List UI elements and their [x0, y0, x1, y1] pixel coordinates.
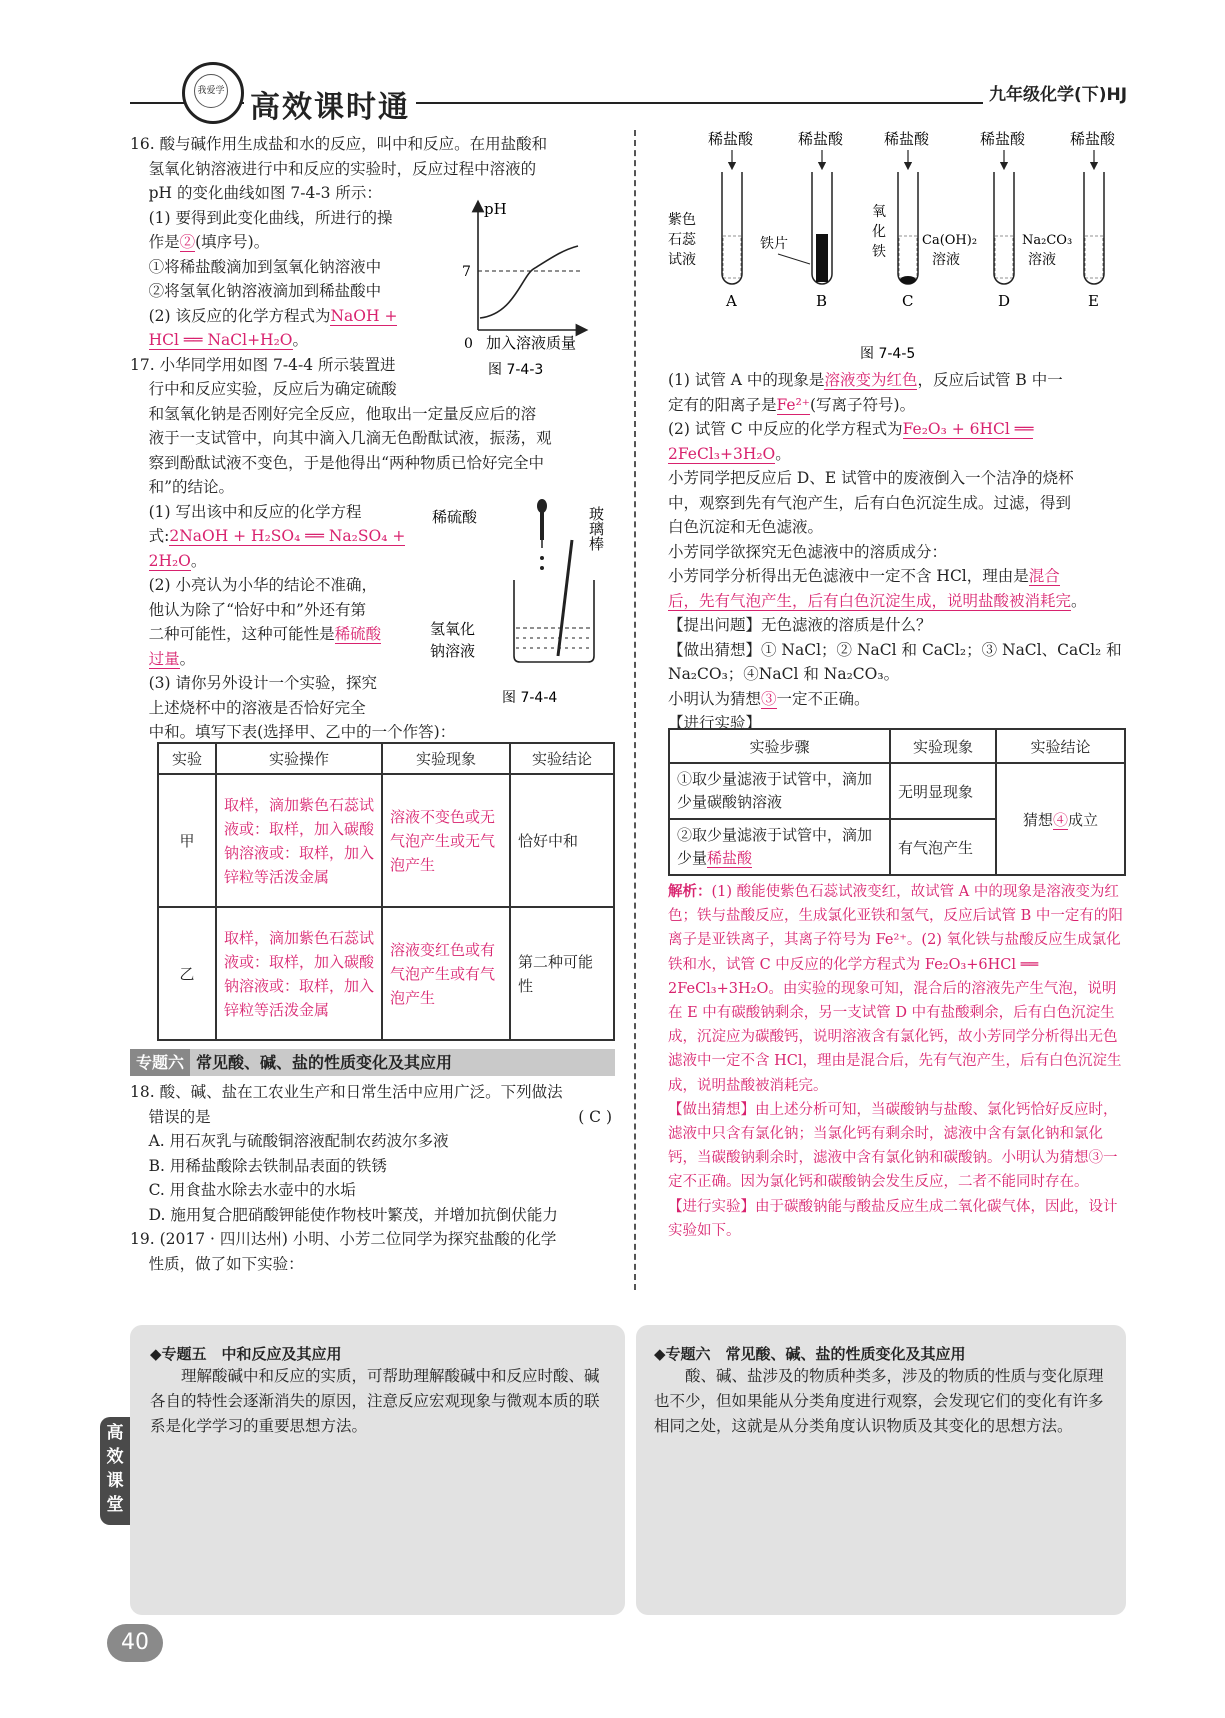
analysis-para: 解析：(1) 酸能使紫色石蕊试液变红，故试管 A 中的现象是溶液变为红色；铁与盐酸反应，生成氯化亚铁和氢气，反应后试管 B 中一定有的阳离子是亚铁离子，其离子符号为 Fe²⁺。(2) 氧化铁与盐酸反应生成氯化铁和水，试管 C 中反应的化学方程式为 Fe₂O₃+6HCl ══ 2FeCl₃+3H₂O。由实验的现象可知，混合后的溶液先产生气泡，说明在 E 中有碳酸钠剩余，另一支试管 D 中有盐酸剩余，后有白色沉淀生成，沉淀应为碳酸钙，说明溶液含有氯化钙，故小芳同学分析得出无色滤液中一定不含 HCl，理由是混合后，先有气泡产生，后有白色沉淀生成，说明盐酸被消耗完。 — [668, 883, 1123, 1094]
acid-label: 稀盐酸 — [980, 130, 1026, 148]
figure-caption: 图 7-4-5 — [860, 346, 916, 362]
q19-experiment-label: 【进行实验】 — [668, 714, 762, 732]
q16-part2-cont: HCl ══ NaCl+H₂O。 — [148, 331, 309, 349]
table-cell: 乙 — [158, 907, 216, 1040]
table-header: 实验操作 — [216, 743, 382, 774]
analysis-para: 【进行实验】由于碳酸钠能与酸盐反应生成二氧化碳气体，因此，设计实验如下。 — [668, 1198, 1118, 1239]
topic-5-summary-box — [130, 1325, 625, 1615]
dropper-bulb — [537, 499, 547, 513]
q19-part2: (2) 试管 C 中反应的化学方程式为Fe₂O₃ + 6HCl ══ — [668, 420, 1034, 438]
table-header: 实验 — [158, 743, 216, 774]
q19-answer-3a: 混合 — [1028, 567, 1060, 585]
q19-line: 性质，做了如下实验： — [148, 1254, 304, 1273]
q17-part2: (2) 小亮认为小华的结论不准确， — [148, 576, 377, 594]
box-title: ◆专题六 常见酸、碱、盐的性质变化及其应用 — [654, 1345, 966, 1363]
side-tab: 高效课堂 — [100, 1417, 130, 1525]
q17-part3: (3) 请你另外设计一个实验，探究 — [148, 674, 377, 692]
q17-line: 17. 小华同学用如图 7-4-4 所示装置进 — [130, 355, 396, 374]
q19-hypothesis: 【做出猜想】① NaCl；② NaCl 和 CaCl₂；③ NaCl、CaCl₂ 和 — [668, 640, 1122, 659]
table-header: 实验步骤 — [669, 729, 890, 763]
q19-answer-4: ③ — [761, 689, 777, 708]
q19-question: 【提出问题】无色滤液的溶质是什么？ — [668, 616, 932, 634]
figure-7-4-5 — [660, 124, 1130, 364]
beaker — [514, 580, 594, 662]
q18-option-d: D. 施用复合肥硝酸钾能使作物枝叶繁茂，并增加抗倒伏能力 — [148, 1205, 558, 1224]
q17-part3: 上述烧杯中的溶液是否恰好完全 — [148, 698, 366, 717]
tube-a — [668, 130, 754, 310]
figure-caption: 图 7-4-4 — [502, 690, 558, 706]
tube-d — [922, 130, 1026, 310]
base-label-1: 氢氧化 — [430, 620, 476, 638]
acid-label: 稀盐酸 — [708, 130, 754, 148]
analysis-block — [668, 880, 1126, 1243]
q18-answer: ( C ) — [578, 1107, 612, 1126]
iron-oxide — [900, 276, 916, 284]
q17-table — [157, 742, 615, 1041]
box-body: 理解酸碱中和反应的实质，可帮助理解酸碱中和反应时酸、碱各自的特性会逐渐消失的原因，注意反应宏观现象与微观本质的联系是化学学习的重要思想方法。 — [150, 1367, 600, 1435]
tube-e-label: Na₂CO₃ — [1022, 233, 1073, 248]
tube-c-label: 化 — [872, 224, 886, 240]
table-header-row — [669, 729, 1125, 763]
q19-part1: (1) 试管 A 中的现象是溶液变为红色，反应后试管 B 中一 — [668, 371, 1063, 389]
tube-b-letter: B — [816, 292, 828, 310]
q17-line: 行中和反应实验，反应后为确定硫酸 — [148, 380, 397, 398]
tube-d-letter: D — [998, 292, 1011, 310]
tube-b — [760, 130, 844, 310]
tube-a-letter: A — [726, 292, 737, 310]
page-number: 40 — [107, 1624, 163, 1662]
q16-part1-answer-line: 作是②(填序号)。 — [148, 233, 270, 251]
q17-part2: 二种可能性，这种可能性是稀硫酸 — [148, 625, 382, 643]
q17-line: 和氢氧化钠是否刚好完全反应，他取出一定量反应后的溶 — [148, 404, 537, 423]
q19-text: 小芳同学欲探究无色滤液中的溶质成分： — [668, 542, 948, 561]
table-cell-answer: 取样，滴加紫色石蕊试液或：取样，加入碳酸钠溶液或：取样，加入锌粒等活泼金属 — [216, 774, 382, 907]
topic-tag: 专题六 — [130, 1049, 190, 1076]
q16-line: 16. 酸与碱作用生成盐和水的反应，叫中和反应。在用盐酸和 — [130, 135, 548, 153]
table-row — [158, 774, 614, 907]
q19-table — [668, 728, 1126, 876]
question-18-19 — [130, 1080, 618, 1276]
q17-part1-answer: 式:2NaOH + H₂SO₄ ══ Na₂SO₄ + — [148, 527, 406, 545]
q18-option-a: A. 用石灰乳与硫酸铜溶液配制农药波尔多液 — [148, 1132, 449, 1150]
q16-option-1: ①将稀盐酸滴加到氢氧化钠溶液中 — [148, 257, 382, 276]
q17-answer-2a: 稀硫酸 — [334, 625, 382, 643]
q19-text: 小芳同学分析得出无色滤液中一定不含 HCl，理由是混合 — [668, 567, 1060, 585]
q17-answer-1a: 2NaOH + H₂SO₄ ══ Na₂SO₄ + — [169, 527, 406, 545]
q17-answer-1b: 2H₂O — [148, 551, 191, 570]
q19-table-answer: ④ — [1052, 810, 1068, 829]
q19-answer-1a: 溶液变为红色 — [824, 371, 918, 389]
table-cell: 无明显现象 — [890, 763, 996, 819]
tube-e-letter: E — [1088, 292, 1099, 310]
topic-title: 常见酸、碱、盐的性质变化及其应用 — [196, 1053, 453, 1072]
drop — [540, 556, 544, 560]
figure-7-4-3 — [440, 198, 620, 380]
q16-part2: (2) 该反应的化学方程式为NaOH + — [148, 306, 398, 325]
rod-label: 玻璃棒 — [587, 506, 605, 551]
table-cell: ①取少量滤液于试管中，滴加少量碳酸钠溶液 — [669, 763, 890, 819]
q17-part1-answer-cont: 2H₂O。 — [148, 551, 207, 570]
y-axis-label: pH — [484, 200, 507, 218]
table-header: 实验结论 — [996, 729, 1125, 763]
tick-7: 7 — [462, 264, 471, 280]
q16-answer-2a: NaOH + — [330, 306, 398, 325]
table-row — [158, 907, 614, 1040]
tube-e — [1022, 130, 1116, 310]
q16-line: pH 的变化曲线如图 7-4-3 所示： — [148, 184, 382, 202]
tube-e-label: 溶液 — [1028, 252, 1056, 268]
tube-a-label: 紫色 — [668, 212, 696, 228]
q16-part1: (1) 要得到此变化曲线，所进行的操 — [148, 208, 393, 227]
box-body: 酸、碱、盐涉及的物质种类多，涉及的物质的性质与变化原理也不少，但如果能从分类角度进行观察，会发现它们的变化有许多相同之处，这就是从分类角度认识物质及其变化的思想方法。 — [654, 1367, 1104, 1435]
base-label-2: 钠溶液 — [430, 642, 476, 660]
q18-line: 18. 酸、碱、盐在工农业生产和日常生活中应用广泛。下列做法 — [130, 1083, 563, 1101]
tube-d-label: Ca(OH)₂ — [922, 233, 978, 248]
column-divider — [634, 130, 636, 1290]
grade-label: 九年级化学(下)HJ — [983, 80, 1127, 105]
tube-b-label: 铁片 — [760, 236, 788, 252]
q16-line: 氢氧化钠溶液进行中和反应的实验时，反应过程中溶液的 — [148, 159, 537, 178]
right-column — [668, 368, 1126, 736]
acid-label: 稀盐酸 — [798, 130, 844, 148]
book-title: 高效课时通 — [244, 82, 416, 126]
q16-answer-1: ② — [179, 233, 196, 251]
table-cell-answer: 溶液变红色或有气泡产生或有气泡产生 — [382, 907, 510, 1040]
analysis-para: 【做出猜想】由上述分析可知，当碳酸钠与盐酸、氯化钙恰好反应时，滤液中只含有氯化钠；当氯化钙有剩余时，滤液中含有氯化钠和氯化钙，当碳酸钠剩余时，滤液中含有氯化钠和碳酸钠。小明认为猜想③一定不正确。因为氯化钙和碳酸钠会发生反应，二者不能同时存在。 — [668, 1101, 1118, 1191]
x-axis-label: 加入溶液质量 — [486, 334, 577, 352]
analysis-label: 解析： — [668, 883, 712, 900]
tube-c-letter: C — [902, 292, 914, 310]
table-header: 实验结论 — [510, 743, 614, 774]
table-header: 实验现象 — [382, 743, 510, 774]
table-cell: 有气泡产生 — [890, 819, 996, 875]
q19-text: 后，先有气泡产生，后有白色沉淀生成，说明盐酸被消耗完。 — [668, 591, 1087, 610]
table-cell-answer: 溶液不变色或无气泡产生或无气泡产生 — [382, 774, 510, 907]
q17-part2: 他认为除了“恰好中和”外还有第 — [148, 600, 366, 619]
q19-line: 19. (2017 · 四川达州) 小明、小芳二位同学为探究盐酸的化学 — [130, 1230, 557, 1248]
figure-caption: 图 7-4-3 — [488, 362, 544, 378]
q19-answer-2a: Fe₂O₃ + 6HCl ══ — [902, 420, 1034, 438]
q19-text: 中，观察到先有气泡产生，后有白色沉淀生成。过滤，得到 — [668, 493, 1072, 512]
q19-part2: 2FeCl₃+3H₂O。 — [668, 444, 791, 463]
q17-line: 察到酚酞试液不变色，于是他得出“两种物质已恰好完全中 — [148, 453, 545, 472]
logo-text: 我爱学 — [194, 74, 228, 108]
q19-text: 小芳同学把反应后 D、E 试管中的废液倒入一个洁净的烧杯 — [668, 469, 1074, 487]
drop — [540, 566, 544, 570]
q19-hypothesis: Na₂CO₃；④NaCl 和 Na₂CO₃。 — [668, 665, 900, 683]
q18-option-c: C. 用食盐水除去水壶中的水垢 — [148, 1181, 356, 1199]
q19-table-answer: 稀盐酸 — [707, 849, 753, 867]
q17-line: 和”的结论。 — [148, 478, 235, 496]
q19-part1: 定有的阳离子是Fe²⁺(写离子符号)。 — [668, 395, 916, 414]
q17-answer-2b: 过量 — [148, 649, 180, 668]
q18-option-b: B. 用稀盐酸除去铁制品表面的铁锈 — [148, 1156, 387, 1175]
table-cell-answer: 取样，滴加紫色石蕊试液或：取样，加入碳酸钠溶液或：取样，加入锌粒等活泼金属 — [216, 907, 382, 1040]
iron-sheet — [816, 234, 828, 282]
q16-option-2: ②将氢氧化钠溶液滴加到稀盐酸中 — [148, 282, 382, 300]
tube-c — [872, 130, 930, 310]
origin-label: 0 — [464, 336, 473, 352]
tube-a-label: 试液 — [668, 252, 696, 268]
dropper-tube — [540, 512, 544, 540]
tube-c-label: 氧 — [872, 204, 886, 220]
q17-line: 液于一支试管中，向其中滴入几滴无色酚酞试液，振荡，观 — [148, 429, 552, 447]
ph-curve — [480, 246, 578, 318]
table-header-row — [158, 743, 614, 774]
q16-answer-2b: HCl ══ NaCl+H₂O — [148, 331, 293, 349]
acid-label: 稀盐酸 — [1070, 130, 1116, 148]
q19-answer-3b: 后，先有气泡产生，后有白色沉淀生成，说明盐酸被消耗完 — [668, 591, 1072, 610]
acid-label: 稀硫酸 — [432, 508, 478, 526]
glass-rod — [558, 540, 572, 656]
q19-answer-1b: Fe²⁺ — [776, 395, 810, 414]
q19-text: 小明认为猜想③一定不正确。 — [668, 689, 870, 708]
tube-d-label: 溶液 — [932, 252, 960, 268]
figure-7-4-4 — [430, 488, 620, 710]
tube-a-label: 石蕊 — [668, 232, 696, 248]
q19-text: 白色沉淀和无色滤液。 — [668, 518, 824, 536]
topic-6-summary-box — [636, 1325, 1126, 1615]
q17-part1: (1) 写出该中和反应的化学方程 — [148, 502, 362, 521]
q17-part2-cont: 过量。 — [148, 649, 196, 668]
table-header: 实验现象 — [890, 729, 996, 763]
tube-c-label: 铁 — [872, 244, 886, 260]
table-row — [669, 763, 1125, 819]
table-cell: 恰好中和 — [510, 774, 614, 907]
acid-label: 稀盐酸 — [884, 130, 930, 148]
topic-6-bar — [130, 1049, 615, 1076]
table-cell: 猜想④成立 — [996, 763, 1125, 875]
table-cell: 甲 — [158, 774, 216, 907]
q17-part3: 中和。填写下表(选择甲、乙中的一个作答)： — [148, 723, 456, 741]
table-cell: 第二种可能性 — [510, 907, 614, 1040]
q19-answer-2b: 2FeCl₃+3H₂O — [668, 444, 776, 463]
box-title: ◆专题五 中和反应及其应用 — [150, 1345, 342, 1363]
table-cell: ②取少量滤液于试管中，滴加少量稀盐酸 — [669, 819, 890, 875]
q18-line: 错误的是 ( C ) — [130, 1105, 618, 1130]
